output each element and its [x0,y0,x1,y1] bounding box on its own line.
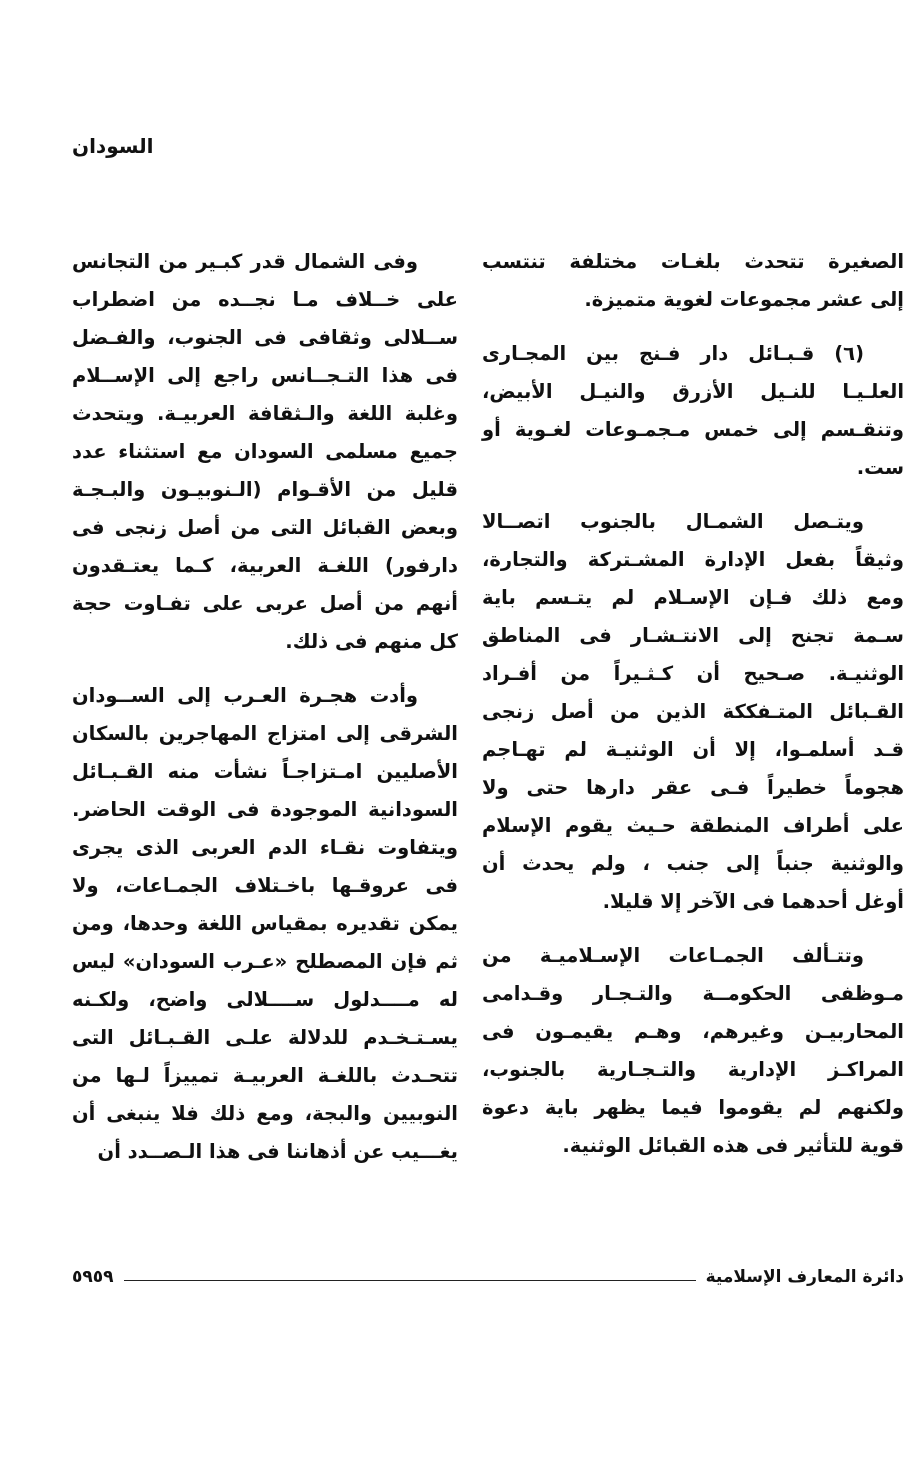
paragraph [72,243,458,661]
paragraph [72,677,458,1171]
page-footer [72,1262,904,1292]
text-line: يغـــيب عن أذهاننا فى هذا الـصــدد أن [97,1140,458,1163]
text-line: كل منهم فى ذلك. [285,630,458,653]
text-line: السودانية الموجودة فى الوقت الحاضر. [72,798,458,821]
text-line: المحاربيـن وغيرهم، وهـم يقيمـون فى [482,1020,904,1043]
text-line: ســلالى وثقافى فى الجنوب، والفـضل [72,326,458,349]
text-line: دارفور) اللغـة العربية، كـما يعتـقدون [72,554,458,577]
text-line: له مــــدلول ســــلالى واضح، ولكـنه [72,988,458,1011]
publication-title: دائرة المعارف الإسلامية [705,1267,904,1287]
text-line: المراكـز الإدارية والتـجـارية بالجنوب، [482,1058,904,1081]
text-line: وأدت هجـرة العـرب إلى الســودان [72,684,418,707]
text-line: وبعض القبائل التى من أصل زنجى فى [72,516,458,539]
text-line: الصغيرة تتحدث بلغـات مختلفة تنتسب [482,250,904,273]
text-line: جميع مسلمى السودان مع استثناء عدد [72,440,458,463]
text-line: على خــلاف مـا نجــده من اضطراب [72,288,458,311]
text-line: فى عروقـها باخـتلاف الجمـاعات، ولا [72,874,458,897]
text-line: الشرقى إلى امتزاج المهاجرين بالسكان [72,722,458,745]
text-line: إلى عشر مجموعات لغوية متميزة. [584,288,904,311]
footer-rule [124,1280,696,1281]
text-line: ست. [856,456,904,479]
text-line: ثم فإن المصطلح «عـرب السودان» ليس [72,950,458,973]
text-line: قوية للتأثير فى هذه القبائل الوثنية. [562,1134,904,1157]
paragraph [482,335,904,487]
text-line: هجوماً خطيراً فـى عقر دارها حتى ولا [482,776,904,799]
text-line: القـبائل المتـفككة الذين من أصل زنجى [482,700,904,723]
text-line: ولكنهم لم يقوموا فيما يظهر باية دعوة [482,1096,904,1119]
text-line: ومع ذلك فـإن الإسـلام لم يتـسم باية [482,586,904,609]
text-line: وغلبة اللغة والـثقافة العربيـة. ويتحدث [72,402,458,425]
text-line: والوثنية جنباً إلى جنب ، ولم يحدث أن [482,852,904,875]
text-line: قـد أسلمـوا، إلا أن الوثنيـة لم تهـاجم [482,738,904,761]
text-line: تتحـدث باللغـة العربيـة تمييزاً لـها من [72,1064,458,1087]
text-line: فى هذا التـجــانس راجع إلى الإســلام [72,364,458,387]
text-line: قليل من الأقـوام (الـنوبيـون والبـجـة [72,478,458,501]
text-line: على أطراف المنطقة حـيث يقوم الإسلام [482,814,904,837]
text-line: ويتفاوت نقـاء الدم العربى الذى يجرى [72,836,458,859]
text-line: الأصليين امـتزاجـاً نشأت منه القـبـائل [72,760,458,783]
text-line: العلـيـا للنـيل الأزرق والنيـل الأبيض، [482,380,904,403]
right-column [482,243,904,1181]
text-line: يمكن تقديره بمقياس اللغة وحدها، ومن [72,912,458,935]
left-column [72,243,458,1187]
paragraph [482,243,904,319]
text-line: ويتـصل الشمـال بالجنوب اتصــالا [482,510,864,533]
page-number: ٥٩٥٩ [72,1267,114,1287]
text-line: وفى الشمال قدر كبـير من التجانس [72,250,418,273]
text-line: الوثنيـة. صـحيح أن كـثـيراً من أفـراد [482,662,904,685]
paragraph [482,503,904,921]
text-line: يسـتـخـدم للدلالة علـى القـبـائل التى [72,1026,458,1049]
text-line: وتتـألف الجمـاعات الإسـلاميـة من [482,944,864,967]
text-line: أوغل أحدهما فى الآخر إلا قليلا. [602,890,904,913]
text-line: وثيقاً بفعل الإدارة المشـتركة والتجارة، [482,548,904,571]
text-line: وتنقـسم إلى خمس مـجمـوعات لغـوية أو [482,418,904,441]
text-line: سـمة تجنح إلى الانتـشـار فى المناطق [482,624,904,647]
paragraph [482,937,904,1165]
text-line: مـوظفى الحكومــة والتـجـار وقـدامى [482,982,904,1005]
running-head-title: السودان [72,134,154,158]
text-line: أنهم من أصل عربى على تفـاوت حجة [72,592,458,615]
text-line: (٦) قـبـائل دار فـنج بين المجـارى [482,342,864,365]
text-line: النوبيين والبجة، ومع ذلك فلا ينبغى أن [72,1102,458,1125]
